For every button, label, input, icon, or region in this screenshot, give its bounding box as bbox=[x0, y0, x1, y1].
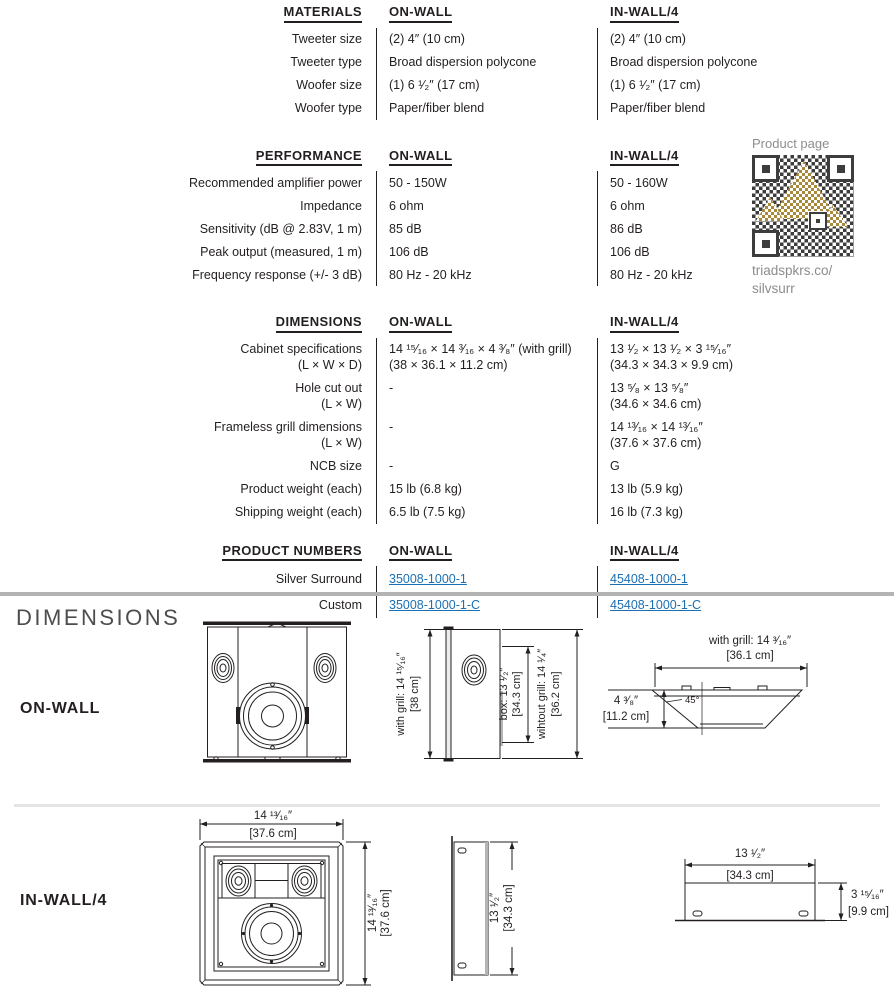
spec-label: Impedance bbox=[300, 198, 362, 213]
spec-value: (2) 4″ (10 cm) bbox=[376, 28, 597, 51]
spec-value: Paper/fiber blend bbox=[597, 97, 800, 120]
product-number-link[interactable]: 45408-1000-1 bbox=[610, 572, 688, 586]
spec-value: 86 dB bbox=[597, 217, 800, 240]
dimensions-table bbox=[0, 314, 800, 524]
spec-value: (1) 6 ¹⁄₂″ (17 cm) bbox=[597, 74, 800, 97]
onwall-front-view-drawing bbox=[202, 614, 352, 769]
angle-label: 45° bbox=[685, 695, 700, 706]
product-number-cell bbox=[376, 566, 597, 592]
spec-label: Sensitivity (dB @ 2.83V, 1 m) bbox=[199, 221, 362, 236]
product-number-link[interactable]: 35008-1000-1-C bbox=[389, 598, 481, 612]
inwall4-row-label: IN-WALL/4 bbox=[20, 892, 108, 909]
woofer bbox=[242, 904, 302, 964]
dim-label-height: 13 ¹⁄₂″ bbox=[489, 892, 501, 924]
spec-value: 6.5 lb (7.5 kg) bbox=[376, 501, 597, 524]
woofer bbox=[240, 683, 306, 750]
spec-value: 16 lb (7.3 kg) bbox=[597, 501, 800, 524]
product-number-cell bbox=[597, 566, 800, 592]
spec-value: - bbox=[376, 455, 597, 478]
spec-value: 6 ohm bbox=[597, 194, 800, 217]
column-header-inwall4: IN-WALL/4 bbox=[597, 4, 800, 28]
spec-label: Frameless grill dimensions (L × W) bbox=[214, 420, 362, 450]
product-number-link[interactable]: 35008-1000-1 bbox=[389, 572, 467, 586]
qr-finder-bottom-left bbox=[752, 230, 779, 257]
spec-label: Custom bbox=[318, 598, 362, 612]
dim-label-height-cm: [37.6 cm] bbox=[380, 889, 392, 937]
spec-label: Peak output (measured, 1 m) bbox=[200, 244, 362, 259]
spec-value: 15 lb (6.8 kg) bbox=[376, 478, 597, 501]
tweeter-right bbox=[292, 866, 317, 896]
spec-value: 14 ¹⁵⁄₁₆ × 14 ³⁄₁₆ × 4 ³⁄₈″ (with grill) (38 × 36.1 × 11.2 cm) bbox=[376, 338, 597, 377]
materials-table bbox=[0, 4, 800, 120]
spec-label: Tweeter type bbox=[290, 55, 362, 69]
product-numbers-header: PRODUCT NUMBERS bbox=[0, 543, 376, 567]
spec-value: 13 lb (5.9 kg) bbox=[597, 478, 800, 501]
dim-label-depth: 3 ¹⁵⁄₁₆″ bbox=[851, 889, 884, 901]
dim-label-box-cm: [34.3 cm] bbox=[511, 671, 523, 717]
qr-alignment-pattern bbox=[808, 211, 827, 230]
column-header-onwall: ON-WALL bbox=[376, 4, 597, 28]
spec-label: Shipping weight (each) bbox=[234, 505, 362, 519]
dimensions-header: DIMENSIONS bbox=[0, 314, 376, 338]
tweeter-right bbox=[314, 654, 336, 683]
tweeter-left bbox=[226, 866, 251, 896]
onwall-row-label: ON-WALL bbox=[20, 700, 101, 717]
inwall4-top-view-drawing bbox=[655, 845, 894, 955]
dim-label-without-grill: wihtout grill: 14 ¹⁄₄″ bbox=[536, 648, 548, 740]
spec-value: 13 ⁵⁄₈ × 13 ⁵⁄₈″ (34.6 × 34.6 cm) bbox=[597, 377, 800, 416]
spec-value: (1) 6 ¹⁄₂″ (17 cm) bbox=[376, 74, 597, 97]
materials-header: MATERIALS bbox=[0, 4, 376, 28]
spec-label: Tweeter size bbox=[291, 32, 362, 46]
dim-label-width-cm: [37.6 cm] bbox=[249, 828, 297, 840]
column-header-inwall4: IN-WALL/4 bbox=[597, 148, 800, 172]
performance-header: PERFORMANCE bbox=[0, 148, 376, 172]
spec-label: NCB size bbox=[309, 459, 362, 473]
spec-value: 6 ohm bbox=[376, 194, 597, 217]
spec-label: Woofer size bbox=[296, 78, 362, 92]
spec-label: Recommended amplifier power bbox=[189, 175, 362, 190]
inwall4-side-view-drawing bbox=[440, 812, 560, 987]
spec-value: 80 Hz - 20 kHz bbox=[376, 263, 597, 286]
spec-label: Hole cut out (L × W) bbox=[295, 381, 362, 411]
qr-url-line1: triadspkrs.co/ bbox=[752, 263, 833, 278]
performance-table bbox=[0, 148, 800, 287]
dim-label-width: 14 ¹³⁄₁₆″ bbox=[253, 810, 293, 822]
dim-label-height-cm: [34.3 cm] bbox=[503, 884, 515, 932]
product-page-qr-block bbox=[750, 136, 890, 297]
column-header-onwall: ON-WALL bbox=[376, 543, 597, 567]
column-header-inwall4: IN-WALL/4 bbox=[597, 543, 800, 567]
spec-value: - bbox=[376, 377, 597, 416]
spec-value: G bbox=[597, 455, 800, 478]
dim-label-without-grill-cm: [36.2 cm] bbox=[550, 671, 562, 717]
qr-url-line2: silvsurr bbox=[752, 280, 795, 296]
dim-label-with-grill-cm: [38 cm] bbox=[409, 675, 421, 713]
spec-tables-area bbox=[0, 4, 800, 618]
side-tweeter bbox=[462, 655, 486, 685]
tweeter-left bbox=[212, 654, 234, 683]
section-divider-bar bbox=[0, 592, 894, 596]
inwall4-front-view-drawing bbox=[195, 806, 393, 995]
dimensions-drawings-section bbox=[0, 592, 894, 995]
spec-value: 50 - 160W bbox=[597, 171, 800, 194]
product-number-link[interactable]: 45408-1000-1-C bbox=[610, 598, 702, 612]
column-header-onwall: ON-WALL bbox=[376, 148, 597, 172]
spec-value: - bbox=[376, 416, 597, 455]
qr-caption: Product page bbox=[752, 136, 830, 151]
spec-value: 14 ¹³⁄₁₆ × 14 ¹³⁄₁₆″ (37.6 × 37.6 cm) bbox=[597, 416, 800, 455]
dim-label-width-cm: [34.3 cm] bbox=[726, 870, 774, 882]
spec-value: (2) 4″ (10 cm) bbox=[597, 28, 800, 51]
qr-finder-top-left bbox=[752, 155, 779, 182]
spec-label: Silver Surround bbox=[275, 572, 362, 586]
dim-label-top-width-cm: [36.1 cm] bbox=[726, 650, 774, 662]
dimensions-section-heading: DIMENSIONS bbox=[16, 605, 181, 630]
spec-value: Broad dispersion polycone bbox=[597, 51, 800, 74]
qr-finder-top-right bbox=[827, 155, 854, 182]
spec-label: Cabinet specifications (L × W × D) bbox=[240, 342, 362, 372]
spec-value: 106 dB bbox=[597, 240, 800, 263]
dim-label-width: 13 ¹⁄₂″ bbox=[734, 848, 766, 860]
column-header-onwall: ON-WALL bbox=[376, 314, 597, 338]
spec-value: Broad dispersion polycone bbox=[376, 51, 597, 74]
dim-label-with-grill: with grill: 14 ¹⁵⁄₁₆″ bbox=[395, 652, 407, 736]
qr-code bbox=[752, 155, 854, 257]
dim-label-depth-cm: [9.9 cm] bbox=[848, 906, 889, 918]
spec-value: 80 Hz - 20 kHz bbox=[597, 263, 800, 286]
spec-label: Product weight (each) bbox=[240, 482, 362, 496]
spec-value: Paper/fiber blend bbox=[376, 97, 597, 120]
spec-value: 50 - 150W bbox=[376, 171, 597, 194]
onwall-top-view-drawing bbox=[594, 630, 894, 745]
onwall-side-view-drawing bbox=[390, 616, 595, 766]
dim-label-box: box: 13 ¹⁄₂″ bbox=[498, 667, 510, 721]
dim-label-depth-cm: [11.2 cm] bbox=[602, 711, 650, 723]
spec-label: Woofer type bbox=[294, 101, 362, 115]
spec-value: 106 dB bbox=[376, 240, 597, 263]
dim-label-height: 14 ¹³⁄₁₆″ bbox=[367, 893, 379, 933]
row-divider-line bbox=[14, 804, 880, 807]
spec-label: Frequency response (+/- 3 dB) bbox=[192, 267, 362, 282]
spec-value: 13 ¹⁄₂ × 13 ¹⁄₂ × 3 ¹⁵⁄₁₆″ (34.3 × 34.3 × 9.9 cm) bbox=[597, 338, 800, 377]
column-header-inwall4: IN-WALL/4 bbox=[597, 314, 800, 338]
dim-label-depth: 4 ³⁄₈″ bbox=[613, 695, 639, 707]
dim-label-top-width: with grill: 14 ³⁄₁₆″ bbox=[708, 635, 792, 647]
qr-url bbox=[752, 262, 890, 297]
spec-value: 85 dB bbox=[376, 217, 597, 240]
